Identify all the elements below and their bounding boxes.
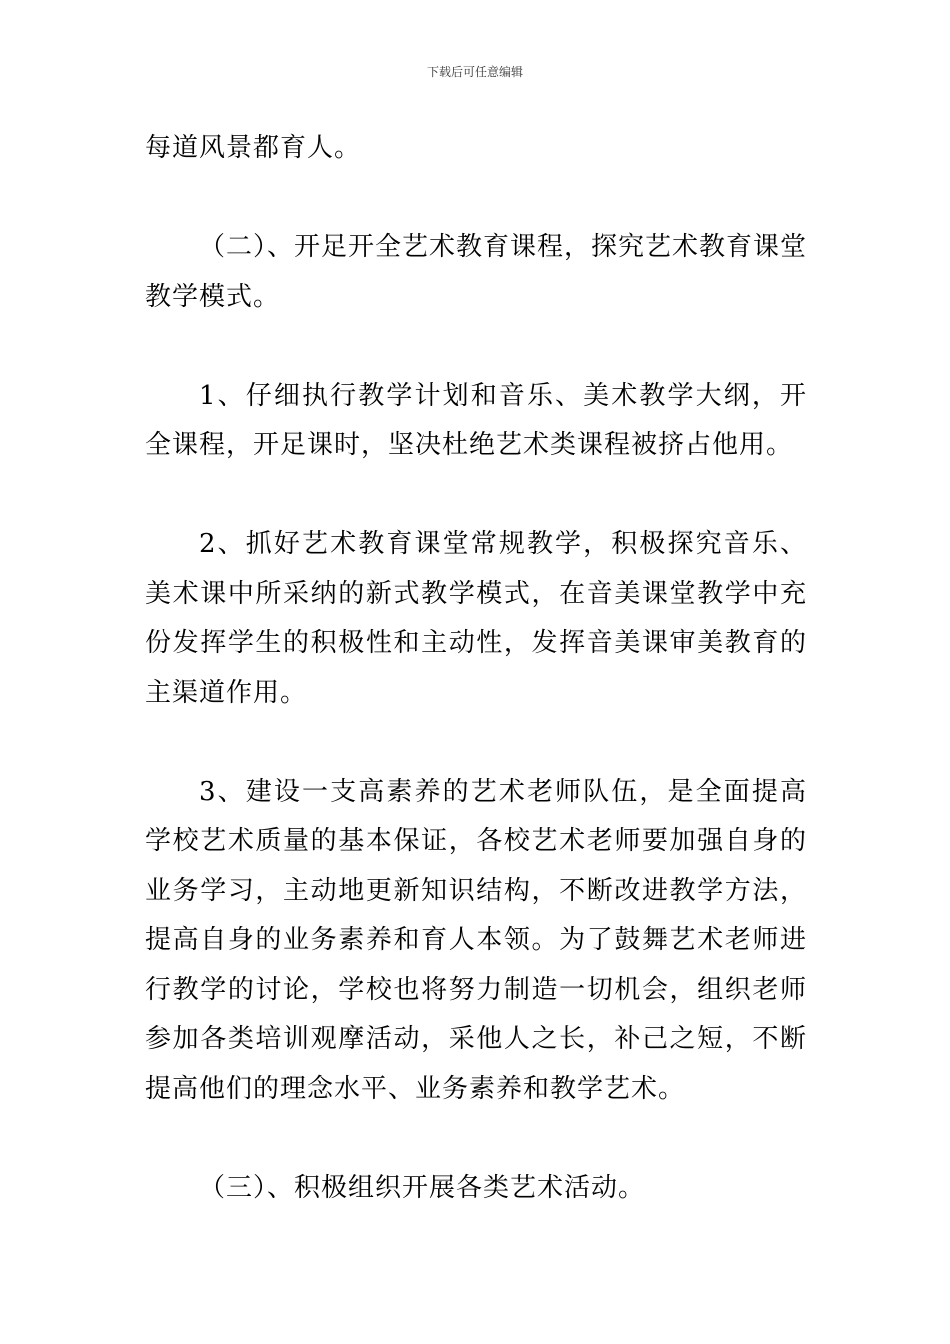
section-heading-3: （三）、积极组织开展各类艺术活动。 bbox=[199, 1172, 646, 1203]
list-item-2: 2、抓好艺术教育课堂常规教学，积极探究音乐、美术课中所采纳的新式教学模式，在音美课堂教学中充份发挥学生的积极性和主动性，发挥音美课审美教育的主渠道作用。 bbox=[145, 529, 807, 708]
list-item-3: 3、建设一支高素养的艺术老师队伍，是全面提高学校艺术质量的基本保证，各校艺术老师要加强自身的业务学习，主动地更新知识结构，不断改进教学方法，提高自身的业务素养和育人本领。为了鼓舞艺术老师进行教学的讨论，学校也将努力制造一切机会，组织老师参加各类培训观摩活动，采他人之长，补己之短，不断提高他们的理念水平、业务素养和教学艺术。 bbox=[145, 776, 807, 1104]
page-header: 下载后可任意编辑 bbox=[426, 65, 523, 79]
section-heading-2: （二）、开足开全艺术教育课程，探究艺术教育课堂教学模式。 bbox=[145, 232, 808, 312]
list-item-1: 1、仔细执行教学计划和音乐、美术教学大纲，开全课程，开足课时，坚决杜绝艺术类课程被挤占他用。 bbox=[145, 380, 807, 460]
document-body bbox=[145, 124, 807, 1263]
paragraph-continuation: 每道风景都育人。 bbox=[145, 133, 362, 163]
